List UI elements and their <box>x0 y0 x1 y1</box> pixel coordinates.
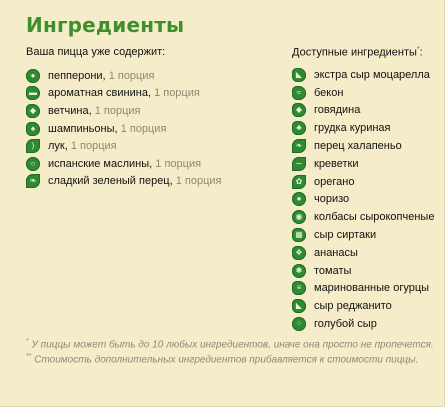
pork-icon: ▬ <box>26 86 40 100</box>
item-name: сладкий зеленый перец, <box>48 175 173 188</box>
item-name: креветки <box>314 157 359 170</box>
item-name: лук, <box>48 140 68 153</box>
item-name: ананасы <box>314 246 358 259</box>
footnote-mark: * <box>416 46 420 53</box>
available-item-chorizo[interactable] <box>292 191 434 209</box>
bacon-icon: ≈ <box>292 86 306 100</box>
available-item-sirtaki[interactable] <box>292 226 434 244</box>
current-item-green-pepper[interactable] <box>26 173 222 191</box>
cheese-icon: ◣ <box>292 68 306 82</box>
jalapeno-icon: ❧ <box>292 139 306 153</box>
available-ingredients-list <box>292 66 434 333</box>
item-name: говядина <box>314 104 361 117</box>
item-name: орегано <box>314 175 355 188</box>
current-item-ham[interactable] <box>26 102 222 120</box>
current-item-onion[interactable] <box>26 137 222 155</box>
available-item-mozzarella[interactable] <box>292 66 434 84</box>
available-item-beef[interactable] <box>292 102 434 120</box>
item-name: голубой сыр <box>314 318 377 331</box>
cheese-wedge-icon: ◣ <box>292 299 306 313</box>
available-item-chicken[interactable] <box>292 119 434 137</box>
current-item-olives[interactable] <box>26 155 222 173</box>
item-qty: 1 порция <box>94 104 141 117</box>
available-item-bacon[interactable] <box>292 84 434 102</box>
item-name: грудка куриная <box>314 122 391 135</box>
item-name: ветчина, <box>48 104 92 117</box>
available-item-tomatoes[interactable] <box>292 262 434 280</box>
item-name: чоризо <box>314 193 350 206</box>
current-item-pork[interactable] <box>26 85 222 103</box>
available-item-sausages[interactable] <box>292 208 434 226</box>
beef-icon: ◆ <box>292 103 306 117</box>
current-item-mushrooms[interactable] <box>26 120 222 138</box>
item-name: бекон <box>314 86 344 99</box>
pepperoni-icon: ● <box>26 69 40 83</box>
available-item-pineapple[interactable] <box>292 244 434 262</box>
chorizo-icon: ● <box>292 192 306 206</box>
item-qty: 1 порция <box>175 175 222 188</box>
available-ingredients-heading <box>292 46 423 59</box>
footnote-text: У пиццы может быть до 10 любых ингредиентов, иначе она просто не пропечется. <box>31 339 434 351</box>
blue-cheese-icon: ⁘ <box>292 317 306 331</box>
chicken-leg-icon: ♣ <box>292 121 306 135</box>
item-name: перец халапеньо <box>314 140 402 153</box>
available-item-blue-cheese[interactable] <box>292 315 434 333</box>
current-item-pepperoni[interactable] <box>26 67 222 85</box>
item-qty: 1 порция <box>120 122 167 135</box>
sausage-icon: ◉ <box>292 210 306 224</box>
footnotes <box>26 338 434 368</box>
available-item-oregano[interactable] <box>292 173 434 191</box>
pineapple-icon: ❖ <box>292 246 306 260</box>
item-qty: 1 порция <box>155 157 202 170</box>
item-qty: 1 порция <box>154 87 200 100</box>
item-name: пепперони, <box>48 69 106 82</box>
item-name: колбасы сырокопченые <box>314 211 435 224</box>
item-name: шампиньоны, <box>48 122 118 135</box>
available-item-reggianito[interactable] <box>292 297 434 315</box>
item-name: маринованные огурцы <box>314 282 430 295</box>
current-ingredients-list <box>26 67 222 190</box>
mushroom-icon: ♠ <box>26 122 40 136</box>
item-name: сыр сиртаки <box>314 229 377 242</box>
oregano-icon: ✿ <box>292 175 306 189</box>
tomato-icon: ✱ <box>292 264 306 278</box>
item-name: испанские маслины, <box>48 157 153 170</box>
current-ingredients-heading <box>26 46 165 58</box>
item-qty: 1 порция <box>108 69 155 82</box>
heading-colon: : <box>419 46 423 59</box>
footnote-mark: ** <box>26 353 32 360</box>
page-title: Ингредиенты <box>26 13 185 37</box>
pepper-icon: ❧ <box>26 174 40 188</box>
available-item-pickles[interactable] <box>292 280 434 298</box>
ham-icon: ◆ <box>26 104 40 118</box>
item-qty: 1 порция <box>70 140 117 153</box>
available-item-shrimp[interactable] <box>292 155 434 173</box>
item-name: сыр реджанито <box>314 300 392 313</box>
footnote-1 <box>26 338 434 353</box>
item-name: ароматная свинина, <box>48 87 151 100</box>
current-heading-text: Ваша пицца уже содержит: <box>26 46 166 58</box>
footnote-mark: * <box>26 338 29 345</box>
footnote-text: Стоимость дополнительных ингредиентов прибавляется к стоимости пиццы. <box>34 354 419 366</box>
item-name: экстра сыр моцарелла <box>314 68 430 81</box>
available-heading-text: Доступные ингредиенты <box>292 46 417 59</box>
onion-icon: ) <box>26 139 40 153</box>
shrimp-icon: ∽ <box>292 157 306 171</box>
item-name: томаты <box>314 264 352 277</box>
available-item-jalapeno[interactable] <box>292 137 434 155</box>
pickle-icon: ≡ <box>292 281 306 295</box>
olive-icon: ○ <box>26 157 40 171</box>
footnote-2 <box>26 353 434 368</box>
cheese-cubes-icon: ▦ <box>292 228 306 242</box>
